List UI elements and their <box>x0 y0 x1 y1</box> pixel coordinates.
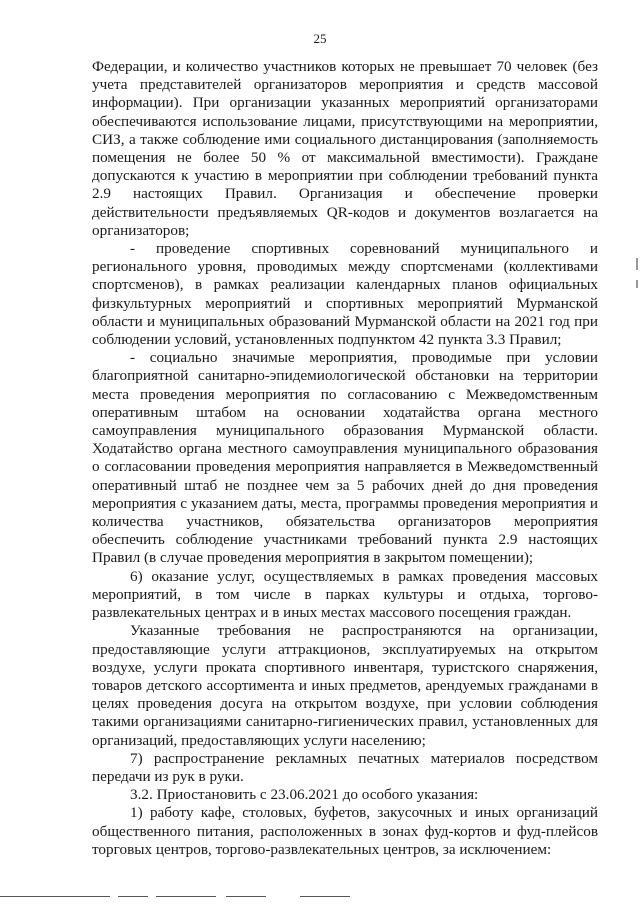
paragraph: 1) работу кафе, столовых, буфетов, закусочных и иных организаций общественного питания, расположенных в зонах фуд-кортов и фуд-плейсов торговых центров, торгово-развлекательных центров, за исключением: <box>92 804 598 858</box>
paragraph: - социально значимые мероприятия, проводимые при условии благоприятной санитарно-эпидемиологической обстановки на территории места проведения мероприятия по согласованию с Межведомственным оперативным штабом на основании ходатайства органа местного самоуправления муниципального образования Мурманской области. Ходатайство органа местного самоуправления муниципального образования о согласовании проведения мероприятия направляется в Межведомственный оперативный штаб не позднее чем за 5 рабочих дней до дня проведения мероприятия с указанием даты, места, программы проведения мероприятия и количества участников, обязательства организаторов мероприятия обеспечить соблюдение участниками требований пункта 2.9 настоящих Правил (в случае проведения мероприятия в закрытом помещении); <box>92 349 598 567</box>
bottom-rule <box>300 896 350 897</box>
scan-edge-mark <box>636 280 638 288</box>
paragraph: Федерации, и количество участников которых не превышает 70 человек (без учета представителей организаторов мероприятия и средств массовой информации). При организации указанных мероприятий организаторами обеспечиваются использование лицами, присутствующими на мероприятии, СИЗ, а также соблюдение ими социального дистанцирования (заполняемость помещения не более 50 % от максимальной вместимости). Граждане допускаются к участию в мероприятии при соблюдении требований пункта 2.9 настоящих Правил. Организация и обеспечение проверки действительности предъявляемых QR-кодов и документов возлагается на организаторов; <box>92 58 598 239</box>
page-number: 25 <box>313 31 327 46</box>
document-body <box>92 58 598 859</box>
bottom-rule <box>226 896 266 897</box>
paragraph: 6) оказание услуг, осуществляемых в рамках проведения массовых мероприятий, в том числе в парках культуры и отдыха, торгово-развлекательных центрах и в иных местах массового посещения граждан. <box>92 567 598 622</box>
bottom-rule <box>156 896 216 897</box>
paragraph: 3.2. Приостановить с 23.06.2021 до особого указания: <box>130 786 479 804</box>
paragraph: Указанные требования не распространяются на организации, предоставляющие услуги аттракционов, эксплуатируемых на открытом воздухе, услуги проката спортивного инвентаря, туристского снаряжения, товаров детского ассортимента и иных предметов, арендуемых гражданами в целях проведения досуга на открытом воздухе, при условии соблюдения такими организациями санитарно-гигиенических правил, установленных для организаций, предоставляющих услуги населению; <box>92 622 598 749</box>
bottom-rule <box>0 896 110 897</box>
paragraph: - проведение спортивных соревнований муниципального и регионального уровня, проводимых между спортсменами (коллективами спортсменов), в рамках реализации календарных планов официальных физкультурных мероприятий и спортивных мероприятий Мурманской области и муниципальных образований Мурманской области на 2021 год при соблюдении условий, установленных подпунктом 42 пункта 3.3 Правил; <box>92 240 598 349</box>
bottom-rule <box>118 896 148 897</box>
scan-edge-mark <box>636 258 638 270</box>
paragraph: 7) распространение рекламных печатных материалов посредством передачи из рук в руки. <box>92 749 598 785</box>
